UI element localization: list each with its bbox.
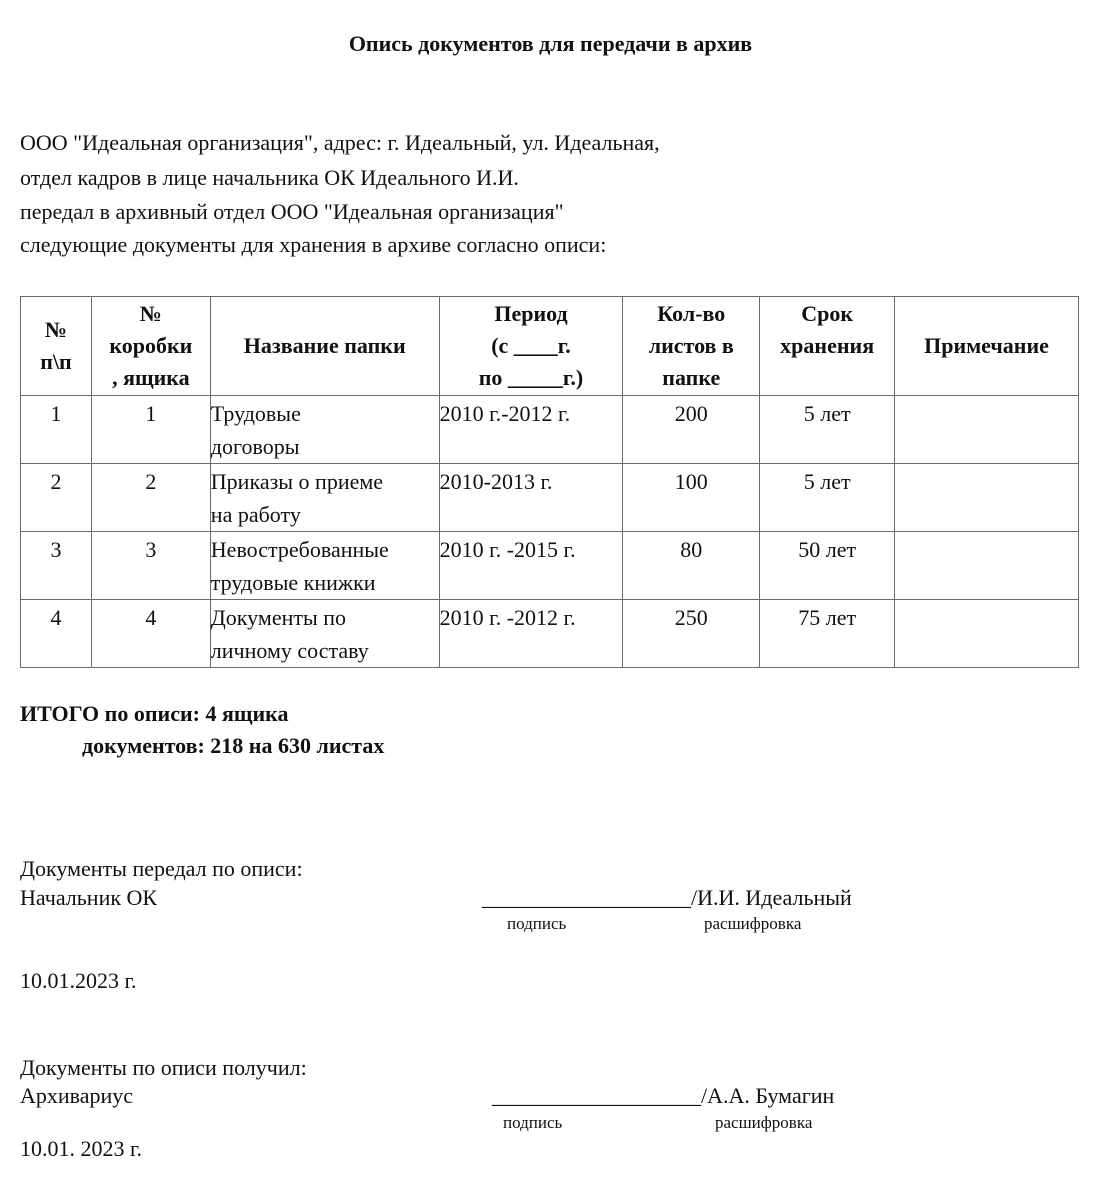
table-row (21, 464, 1079, 532)
cell-folder: Приказы о приеме на работу (210, 464, 439, 532)
cell-sheets: 250 (623, 600, 760, 668)
header-sheets: Кол-во листов в папке (623, 297, 760, 396)
receive-caption-decode: расшифровка (715, 1113, 813, 1132)
intro-line-3: передал в архивный отдел ООО "Идеальная организация" (20, 199, 564, 224)
cell-box: 1 (91, 396, 210, 464)
header-num: № п\п (21, 297, 92, 396)
cell-sheets: 80 (623, 532, 760, 600)
transfer-signature: ___________________/И.И. Идеальный (482, 885, 852, 910)
transfer-date: 10.01.2023 г. (20, 968, 137, 993)
receive-caption-sign: подпись (503, 1113, 563, 1132)
cell-num: 3 (21, 532, 92, 600)
cell-period: 2010-2013 г. (439, 464, 623, 532)
intro-line-2: отдел кадров в лице начальника ОК Идеального И.И. (20, 165, 519, 190)
header-folder: Название папки (210, 297, 439, 396)
cell-num: 1 (21, 396, 92, 464)
header-term: Срок хранения (760, 297, 895, 396)
cell-term: 50 лет (760, 532, 895, 600)
table-row (21, 396, 1079, 464)
cell-note (895, 464, 1079, 532)
cell-folder: Документы по личному составу (210, 600, 439, 668)
table-row (21, 532, 1079, 600)
cell-sheets: 100 (623, 464, 760, 532)
transfer-caption-sign: подпись (507, 914, 567, 933)
cell-period: 2010 г.-2012 г. (439, 396, 623, 464)
cell-term: 5 лет (760, 464, 895, 532)
totals-line-2: документов: 218 на 630 листах (82, 733, 385, 758)
cell-period: 2010 г. -2012 г. (439, 600, 623, 668)
receive-heading: Документы по описи получил: (20, 1055, 307, 1080)
cell-num: 4 (21, 600, 92, 668)
cell-period: 2010 г. -2015 г. (439, 532, 623, 600)
transfer-role: Начальник ОК (20, 885, 158, 910)
cell-box: 2 (91, 464, 210, 532)
inventory-table (20, 296, 1079, 668)
cell-term: 5 лет (760, 396, 895, 464)
cell-term: 75 лет (760, 600, 895, 668)
receive-signature: ___________________/А.А. Бумагин (492, 1083, 835, 1108)
totals-line-1: ИТОГО по описи: 4 ящика (20, 701, 289, 726)
cell-note (895, 396, 1079, 464)
intro-line-4: следующие документы для хранения в архиве согласно описи: (20, 232, 607, 257)
cell-num: 2 (21, 464, 92, 532)
cell-folder: Невостребованные трудовые книжки (210, 532, 439, 600)
cell-note (895, 600, 1079, 668)
header-box: № коробки , ящика (91, 297, 210, 396)
cell-box: 3 (91, 532, 210, 600)
header-note: Примечание (895, 297, 1079, 396)
table-row (21, 600, 1079, 668)
table-header-row (21, 297, 1079, 396)
header-period: Период (с ____г. по _____г.) (439, 297, 623, 396)
cell-folder: Трудовые договоры (210, 396, 439, 464)
transfer-heading: Документы передал по описи: (20, 856, 303, 881)
intro-line-1: ООО "Идеальная организация", адрес: г. Идеальный, ул. Идеальная, (20, 130, 660, 155)
receive-date: 10.01. 2023 г. (20, 1136, 143, 1161)
cell-sheets: 200 (623, 396, 760, 464)
cell-box: 4 (91, 600, 210, 668)
transfer-caption-decode: расшифровка (704, 914, 802, 933)
document-title: Опись документов для передачи в архив (348, 31, 753, 56)
cell-note (895, 532, 1079, 600)
receive-role: Архивариус (20, 1083, 134, 1108)
